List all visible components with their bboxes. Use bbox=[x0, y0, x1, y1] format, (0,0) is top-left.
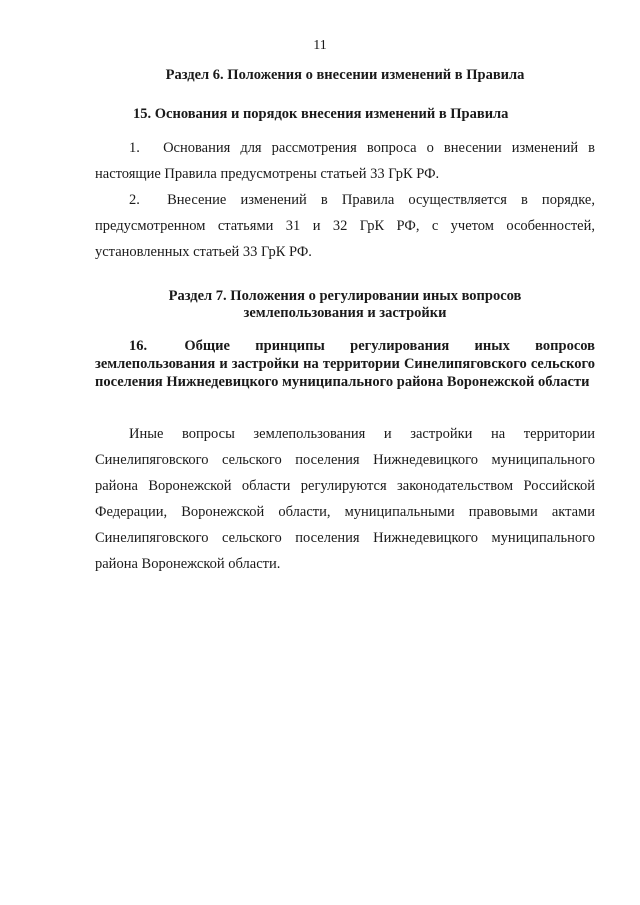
subsection-16-title-text: Общие принципы регулирования иных вопросов землепользования и застройки на территории Синелипяговского сельского поселения Нижнедевицкого муниципального района Воронежской области bbox=[95, 338, 595, 390]
page-number: 11 bbox=[313, 38, 327, 53]
item-1 bbox=[95, 135, 595, 187]
section-7-title-line1: Раздел 7. Положения о регулировании иных вопросов bbox=[168, 288, 522, 304]
section-7-paragraph-text: Иные вопросы землепользования и застройки на территории Синелипяговского сельского поселения Нижнедевицкого муниципального района Воронежской области регулируются законодательством Российской Федерации, Воронежской области, муниципальными правовыми актами Синелипяговского сельского поселения Нижнедевицкого муниципального района Воронежской области. bbox=[95, 426, 595, 572]
subsection-15-title: 15. Основания и порядок внесения изменений в Правила bbox=[133, 106, 509, 122]
item-2 bbox=[95, 187, 595, 265]
section-7-paragraph bbox=[95, 421, 595, 577]
section-7-title-line2: землепользования и застройки bbox=[243, 305, 447, 321]
item-1-text: Основания для рассмотрения вопроса о внесении изменений в настоящие Правила предусмотрены статьей 33 ГрК РФ. bbox=[95, 140, 595, 182]
item-2-number: 2. bbox=[129, 192, 140, 208]
subsection-16-number: 16. bbox=[129, 338, 148, 354]
item-1-number: 1. bbox=[129, 140, 140, 156]
section-6-title: Раздел 6. Положения о внесении изменений в Правила bbox=[165, 67, 525, 83]
item-2-text: Внесение изменений в Правила осуществляется в порядке, предусмотренном статьями 31 и 32 ГрК РФ, с учетом особенностей, установленных статьей 33 ГрК РФ. bbox=[95, 192, 595, 260]
subsection-16-title bbox=[95, 337, 595, 391]
